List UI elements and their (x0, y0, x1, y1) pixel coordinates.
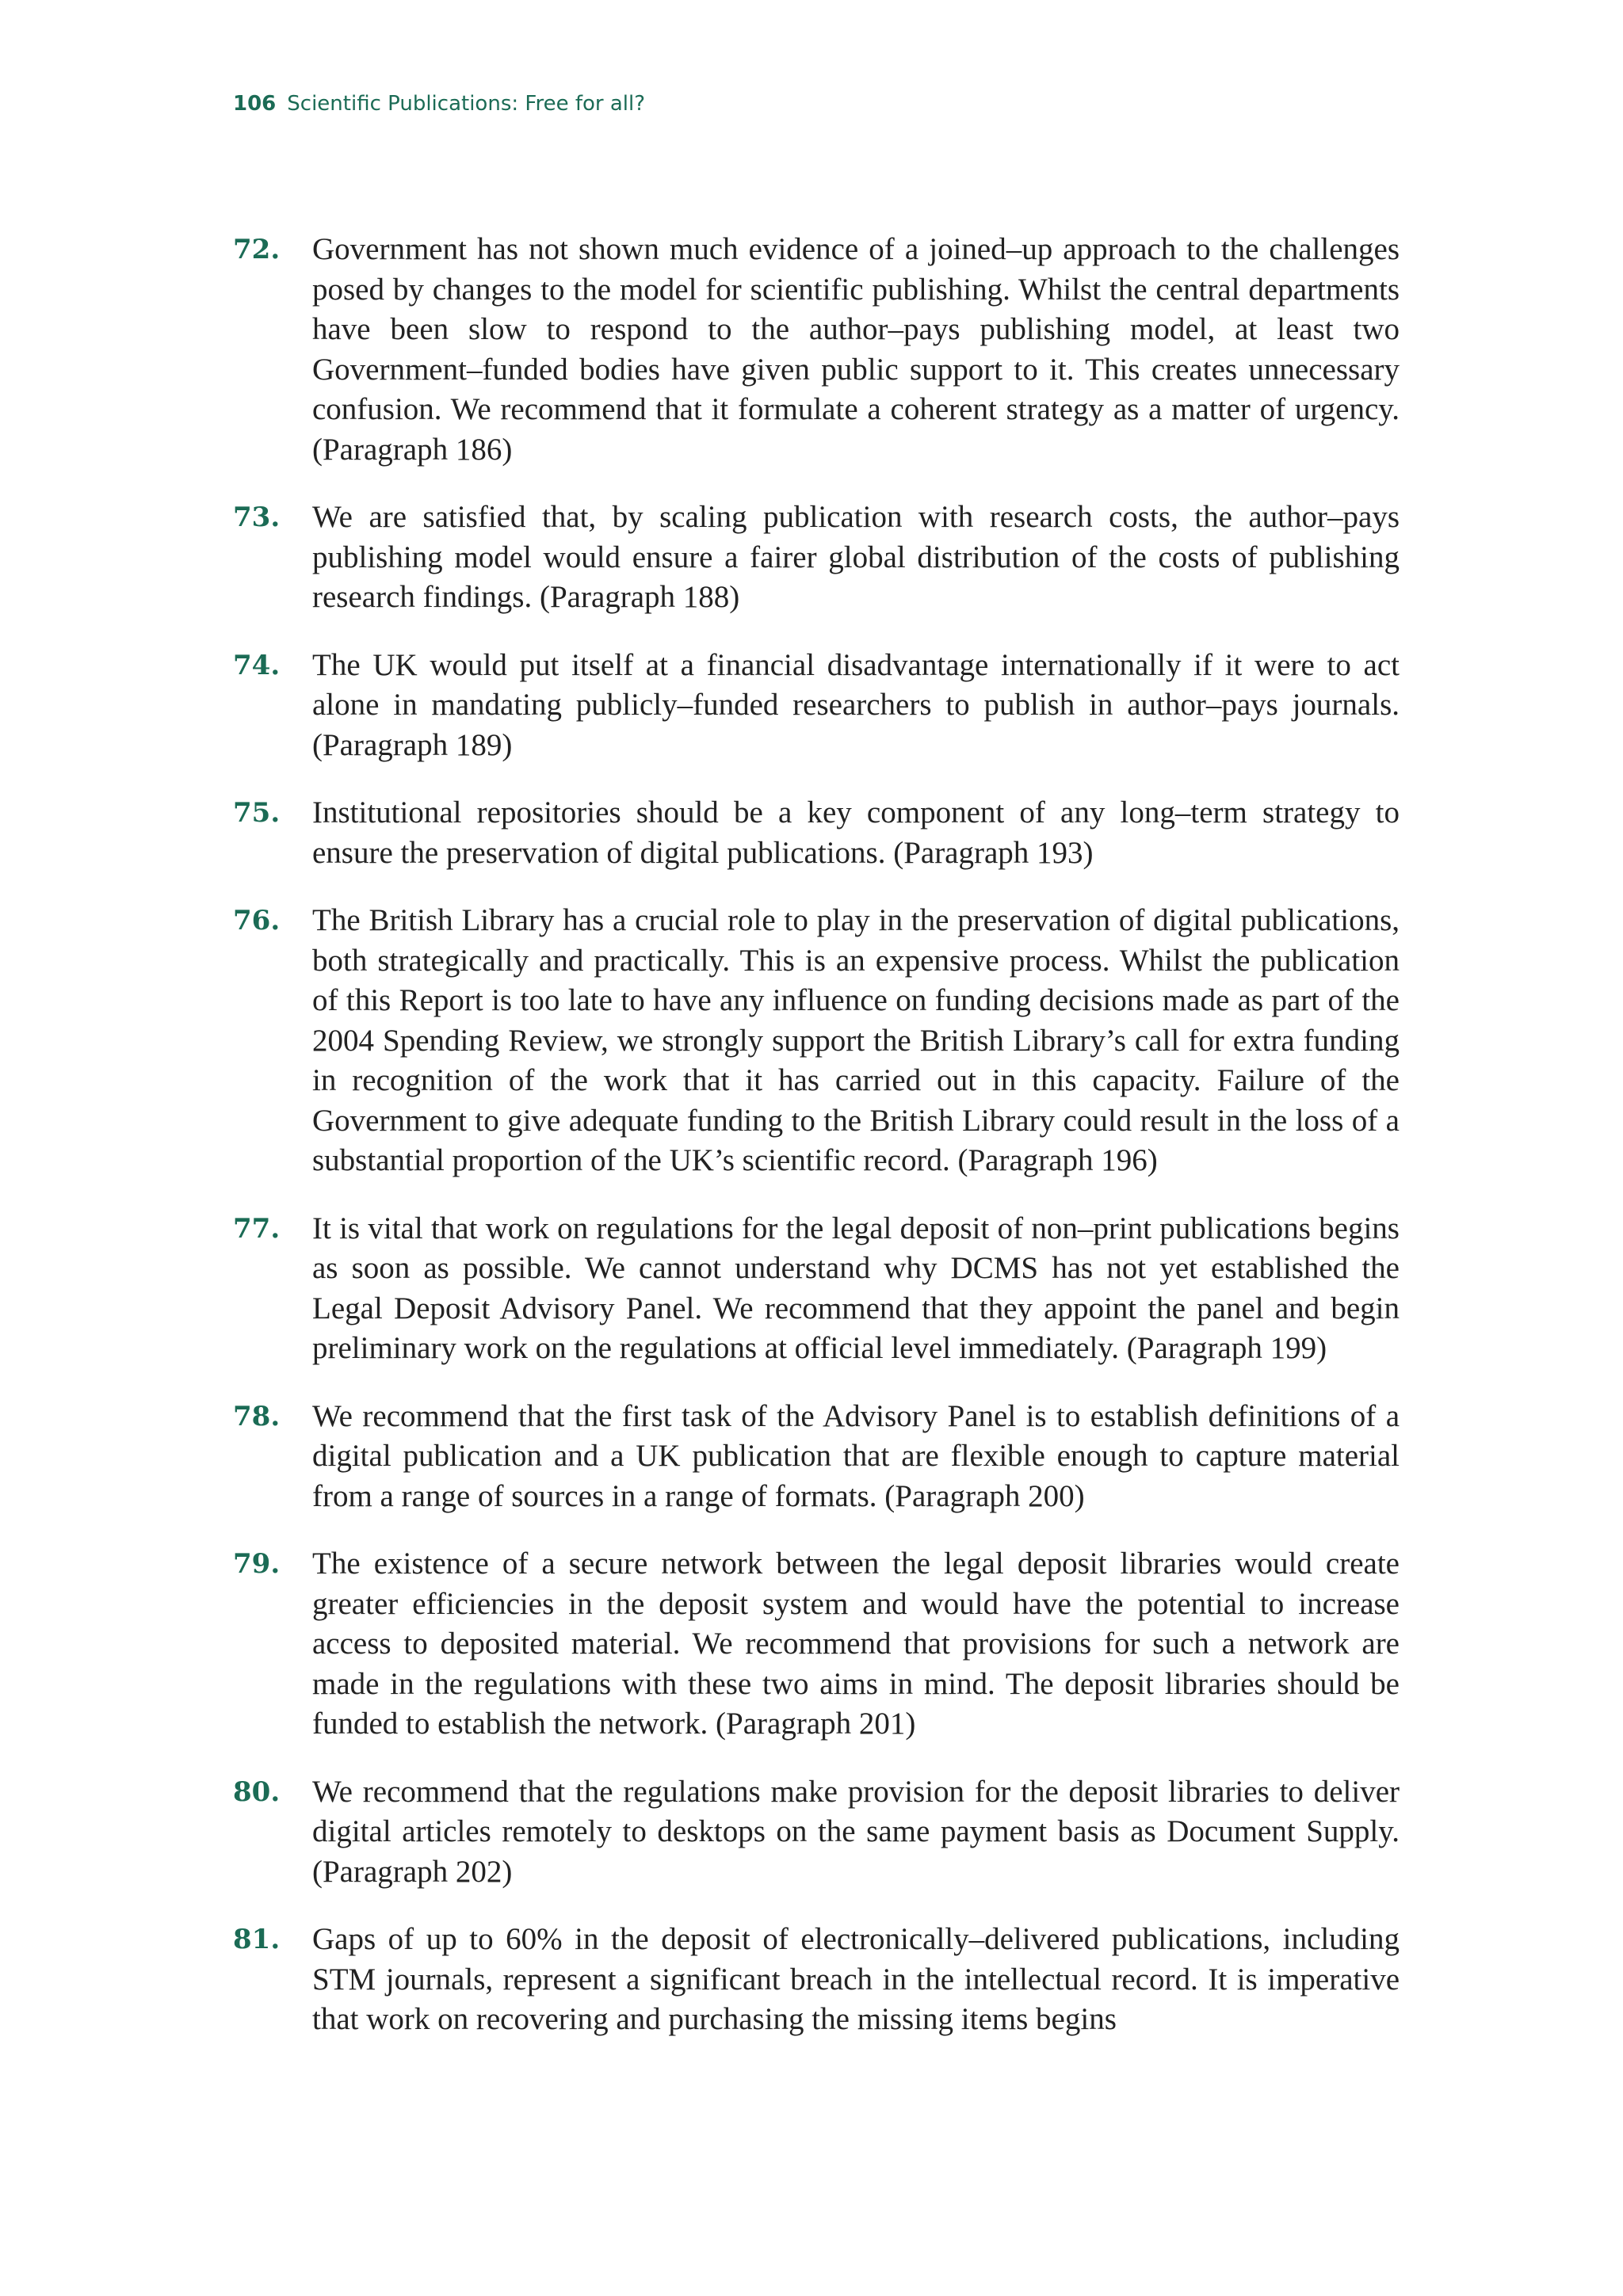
recommendation-item (233, 1209, 1400, 1369)
document-title: Scientific Publications: Free for all? (287, 92, 646, 116)
recommendation-item (233, 498, 1400, 618)
recommendations-list (233, 230, 1400, 2068)
recommendation-number: 81. (233, 1924, 281, 1955)
recommendation-text: Institutional repositories should be a key component of any long–term strategy to ensure the preservation of digital publications. (Paragraph 193) (312, 795, 1400, 870)
recommendation-number: 79. (233, 1548, 281, 1580)
recommendation-text: It is vital that work on regulations for the legal deposit of non–print publications begins as soon as possible. We cannot understand why DCMS has not yet established the Legal Deposit Advisory Panel. We recommend that they appoint the panel and begin preliminary work on the regulations at official level immediately. (Paragraph 199) (312, 1211, 1400, 1365)
recommendation-number: 76. (233, 905, 281, 936)
page-number: 106 (233, 92, 277, 116)
recommendation-number: 80. (233, 1775, 281, 1808)
recommendation-item (233, 1920, 1400, 2040)
recommendation-text: We recommend that the regulations make provision for the deposit libraries to deliver digital articles remotely to desktops on the same payment basis as Document Supply. (Paragraph 202) (312, 1774, 1400, 1889)
recommendation-number: 77. (233, 1212, 281, 1245)
recommendation-number: 78. (233, 1400, 281, 1432)
recommendation-text: We are satisfied that, by scaling publication with research costs, the author–pays publishing model would ensure a fairer global distribution of the costs of publishing research findings. (Paragraph 188) (312, 500, 1400, 614)
recommendation-number: 73. (233, 502, 281, 533)
recommendation-item (233, 646, 1400, 766)
recommendation-item (233, 901, 1400, 1181)
recommendation-number: 74. (233, 649, 281, 681)
running-head (233, 92, 645, 116)
recommendation-text: The existence of a secure network between the legal deposit libraries would create greater efficiencies in the deposit system and would have the potential to increase access to deposited material. We recommend that provisions for such a network are made in the regulations with these two aims in mind. The deposit libraries should be funded to establish the network. (Paragraph 201) (312, 1547, 1400, 1741)
recommendation-text: Gaps of up to 60% in the deposit of electronically–delivered publications, including STM journals, represent a significant breach in the intellectual record. It is imperative that work on recovering and purchasing the missing items begins (312, 1922, 1400, 2036)
recommendation-text: The British Library has a crucial role to play in the preservation of digital publications, both strategically and practically. This is an expensive process. Whilst the publication of this Report is too late to have any influence on funding decisions made as part of the 2004 Spending Review, we strongly support the British Library’s call for extra funding in recognition of the work that it has carried out in this capacity. Failure of the Government to give adequate funding to the British Library could result in the loss of a substantial proportion of the UK’s scientific record. (Paragraph 196) (312, 903, 1400, 1177)
recommendation-item (233, 1544, 1400, 1745)
recommendation-text: We recommend that the first task of the Advisory Panel is to establish definitions of a digital publication and a UK publication that are flexible enough to capture material from a range of sources in a range of formats. (Paragraph 200) (312, 1398, 1400, 1513)
recommendation-number: 75. (233, 797, 281, 829)
recommendation-number: 72. (233, 234, 281, 265)
recommendation-item (233, 230, 1400, 470)
recommendation-text: Government has not shown much evidence of a joined–up approach to the challenges posed by changes to the model for scientific publishing. Whilst the central departments have been slow to respond to the author–pays publishing model, at least two Government–funded bodies have given public support to it. This creates unnecessary confusion. We recommend that it formulate a coherent strategy as a matter of urgency. (Paragraph 186) (312, 232, 1400, 467)
recommendation-item (233, 1772, 1400, 1893)
recommendation-item (233, 1397, 1400, 1517)
recommendation-item (233, 793, 1400, 873)
recommendation-text: The UK would put itself at a financial disadvantage internationally if it were to act alone in mandating publicly–funded researchers to publish in author–pays journals. (Paragraph 189) (312, 647, 1400, 762)
